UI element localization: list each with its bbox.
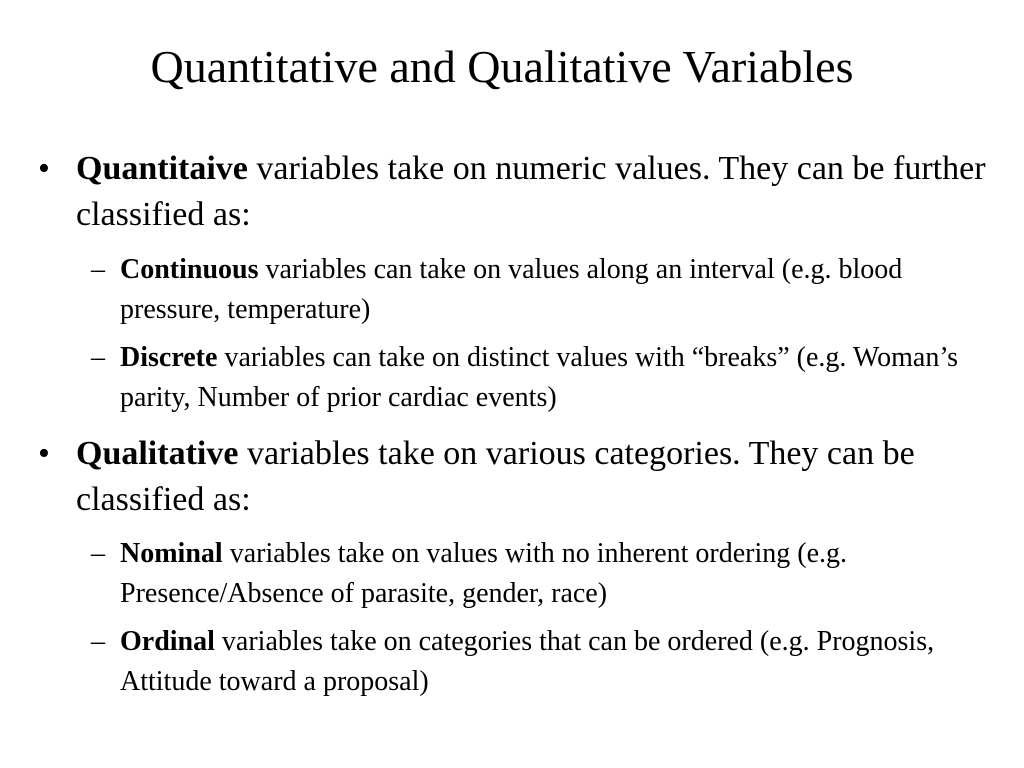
subitem-term: Nominal — [120, 538, 223, 569]
subitem-marker: – — [91, 342, 105, 373]
subitem-text: variables take on values with no inherent ordering (e.g. Presence/Absence of parasite, gender, race) — [120, 538, 848, 609]
subitem-term: Continuous — [120, 254, 259, 285]
bullet-marker: • — [38, 150, 50, 187]
subitem-continuous — [91, 250, 980, 330]
subitem-ordinal — [91, 622, 980, 702]
bullet-marker: • — [38, 435, 50, 472]
subitem-text: variables can take on values along an interval (e.g. blood pressure, temperature) — [120, 254, 903, 325]
slide-title: Quantitative and Qualitative Variables — [150, 41, 854, 92]
subitem-term: Discrete — [120, 342, 218, 373]
subitem-marker: – — [91, 254, 105, 285]
subitem-nominal — [91, 534, 980, 614]
bullet-qualitative — [38, 431, 986, 523]
subitem-term: Ordinal — [120, 626, 215, 657]
subitem-discrete — [91, 338, 980, 418]
subitem-marker: – — [91, 538, 105, 569]
subitem-text: variables can take on distinct values with “breaks” (e.g. Woman’s parity, Number of prior cardiac events) — [120, 342, 958, 413]
bullet-text: variables take on various categories. They can be classified as: — [76, 435, 915, 518]
subitem-text: variables take on categories that can be ordered (e.g. Prognosis, Attitude toward a proposal) — [120, 626, 935, 697]
bullet-quantitative — [38, 146, 986, 238]
bullet-term: Qualitative — [76, 435, 239, 472]
bullet-text: variables take on numeric values. They can be further classified as: — [76, 150, 986, 233]
subitem-marker: – — [91, 626, 105, 657]
bullet-term: Quantitaive — [76, 150, 248, 187]
